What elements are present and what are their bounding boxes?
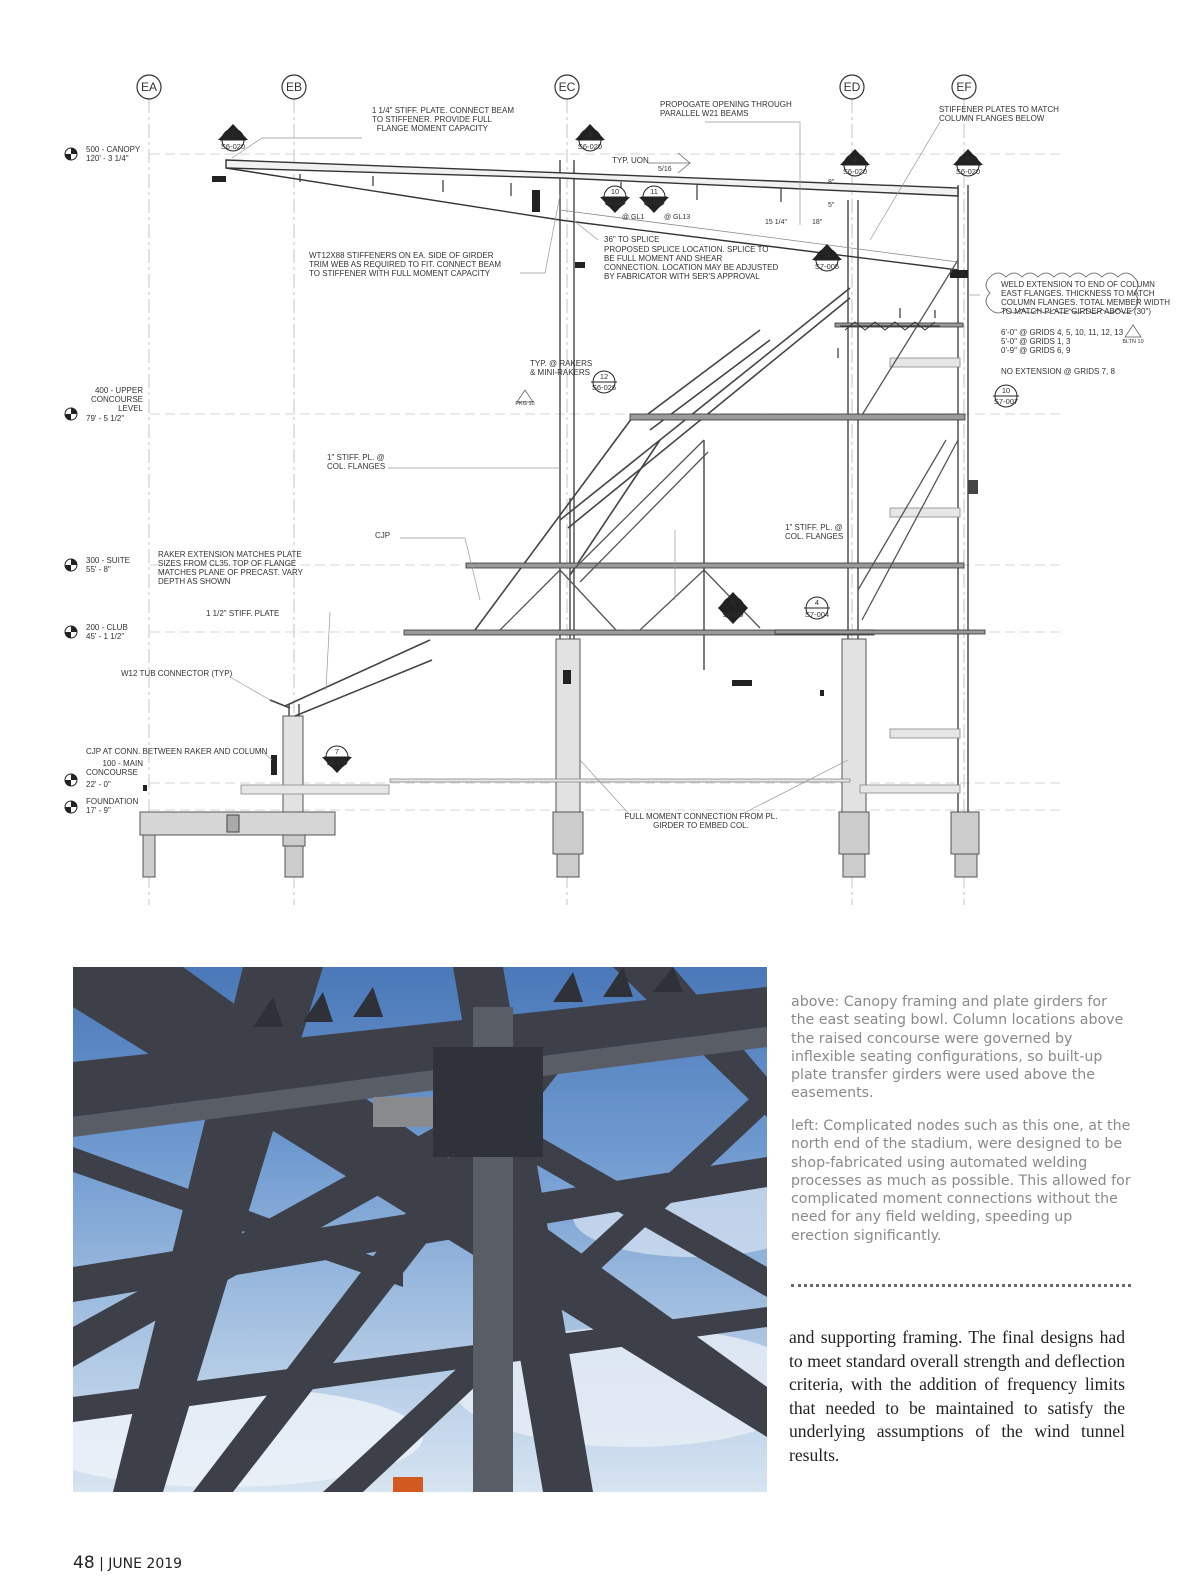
svg-text:4: 4	[852, 155, 858, 164]
level-elevation: 45' - 1 1/2"	[86, 632, 125, 641]
note-weld-extension: EAST FLANGES. THICKNESS TO MATCH	[1001, 289, 1155, 298]
svg-text:S7-007: S7-007	[993, 397, 1019, 406]
steel-node-photo	[73, 967, 767, 1492]
note-wt-stiffeners: TRIM WEB AS REQUIRED TO FIT. CONNECT BEAM	[309, 260, 502, 269]
svg-text:S6-020: S6-020	[604, 200, 626, 207]
revision-label: BLTN 10	[1122, 339, 1144, 345]
svg-text:S6-026: S6-026	[591, 383, 617, 392]
svg-text:S6-020: S6-020	[842, 167, 868, 176]
level-target-icon	[65, 559, 77, 571]
svg-text:11: 11	[650, 187, 658, 196]
level-label: 100 - MAIN	[102, 759, 143, 768]
structure	[140, 160, 985, 877]
caption-left: left: Complicated nodes such as this one, at the north end of the stadium, were designed to be shop-fabricated using automated welding processes as much as possible. This allowed for complicated moment connections without the need for any field welding, speeding up erection significantly.	[791, 1118, 1131, 1244]
dim-label: 5"	[828, 202, 835, 209]
svg-text:S6-020: S6-020	[955, 167, 981, 176]
note-typ-rakers: TYP. @ RAKERS	[530, 359, 593, 368]
grid-bubble-ef: EF	[956, 80, 972, 94]
svg-text:3: 3	[824, 250, 830, 259]
level-elevation: 55' - 8"	[86, 565, 111, 574]
note-splice: BE FULL MOMENT AND SHEAR	[604, 254, 723, 263]
dim-label: 18"	[812, 219, 823, 226]
dim-label: 8"	[828, 179, 835, 186]
detail-callout-marker	[840, 149, 870, 176]
level-elevation: 22' - 0"	[86, 780, 111, 789]
grid-bubble-eb: EB	[285, 80, 303, 94]
level-elevation: 79' - 5 1/2"	[86, 414, 125, 423]
page-number: 48	[73, 1553, 95, 1573]
note-grids: 6'-0" @ GRIDS 4, 5, 10, 11, 12, 13	[1001, 328, 1124, 337]
body-text: and supporting framing. The final designs had to meet standard overall strength and deflection criteria, with the addition of frequency limits that needed to be maintained to satisfy the underlying assumptions of the wind tunnel results.	[789, 1327, 1125, 1465]
detail-callout-marker	[322, 746, 352, 773]
note-full-moment: FULL MOMENT CONNECTION FROM PL.	[624, 812, 778, 821]
note-wt-stiffeners: TO STIFFENER WITH FULL MOMENT CAPACITY	[309, 269, 491, 278]
level-label: 400 - UPPER	[94, 386, 143, 395]
note-raker-extension: DEPTH AS SHOWN	[158, 577, 231, 586]
note-stiff-plate-1-5: 1 1/2" STIFF. PLATE	[206, 609, 280, 618]
note-splice: BY FABRICATOR WITH SER'S APPROVAL	[604, 272, 760, 281]
note-stiff-plate: 1 1/4" STIFF. PLATE. CONNECT BEAM	[371, 106, 514, 115]
dotted-divider	[791, 1284, 1131, 1287]
level-label: 500 - CANOPY	[86, 145, 141, 154]
note-stiffener-plates: STIFFENER PLATES TO MATCH	[939, 105, 1059, 114]
level-target-icon	[65, 626, 77, 638]
note-stiff-pl-col: COL. FLANGES	[785, 532, 844, 541]
svg-text:S6-020: S6-020	[643, 200, 665, 207]
note-splice: 36" TO SPLICE	[604, 235, 660, 244]
note-cjp: CJP	[375, 531, 391, 540]
note-grids: 0'-9" @ GRIDS 6, 9	[1001, 346, 1071, 355]
svg-text:S6-020: S6-020	[220, 142, 246, 151]
level-label: CONCOURSE	[90, 395, 143, 404]
revision-label: PKG 10	[515, 401, 535, 407]
svg-text:5: 5	[965, 155, 971, 164]
detail-callout-marker	[575, 124, 605, 151]
gl-label: @ GL13	[664, 214, 691, 221]
grid-bubbles	[137, 75, 976, 99]
note-weld-extension: TO MATCH PLATE GIRDER ABOVE (30")	[1001, 307, 1151, 316]
note-splice: PROPOSED SPLICE LOCATION. SPLICE TO	[604, 245, 769, 254]
level-elevation: 120' - 3 1/4"	[86, 154, 129, 163]
level-label: 200 - CLUB	[86, 623, 128, 632]
gl-label: @ GL1	[622, 214, 645, 221]
detail-callout-marker	[953, 149, 983, 176]
note-stiffener-plates: COLUMN FLANGES BELOW	[939, 114, 1045, 123]
svg-text:2: 2	[230, 130, 236, 139]
note-typ-rakers: & MINI-RAKERS	[530, 368, 591, 377]
note-raker-extension: RAKER EXTENSION MATCHES PLATE	[158, 550, 302, 559]
note-opening: PARALLEL W21 BEAMS	[660, 109, 749, 118]
svg-text:3: 3	[587, 130, 593, 139]
note-stiff-pl-col: COL. FLANGES	[327, 462, 386, 471]
note-weld-extension: WELD EXTENSION TO END OF COLUMN	[1001, 280, 1155, 289]
issue-date: JUNE 2019	[108, 1556, 183, 1572]
level-label: 300 - SUITE	[86, 556, 131, 565]
svg-text:10: 10	[1001, 386, 1011, 395]
dim-label: 15 1/4"	[765, 219, 787, 226]
svg-text:S7-004: S7-004	[804, 610, 830, 619]
note-wt-stiffeners: WT12X88 STIFFENERS ON EA. SIDE OF GIRDER	[309, 251, 494, 260]
level-label: LEVEL	[118, 404, 143, 413]
level-elevation: 17' - 9"	[86, 806, 111, 815]
svg-text:S7-005: S7-005	[814, 262, 840, 271]
grid-bubble-ec: EC	[558, 80, 576, 94]
detail-callout-marker	[993, 385, 1019, 407]
detail-callout-marker	[591, 371, 617, 393]
detail-callout-marker	[812, 244, 842, 271]
note-raker-extension: MATCHES PLANE OF PRECAST. VARY	[158, 568, 303, 577]
level-target-icon	[65, 148, 77, 160]
note-cjp-raker: CJP AT CONN. BETWEEN RAKER AND COLUMN	[86, 747, 268, 756]
svg-text:4: 4	[814, 598, 820, 607]
svg-text:S6-020: S6-020	[577, 142, 603, 151]
svg-text:S6-020: S6-020	[326, 760, 348, 767]
detail-callouts	[218, 124, 1019, 773]
grid-bubble-ed: ED	[843, 80, 861, 94]
note-full-moment: GIRDER TO EMBED COL.	[653, 821, 749, 830]
detail-callout-marker	[639, 186, 669, 213]
svg-text:7: 7	[334, 747, 340, 756]
note-weld-extension: COLUMN FLANGES. TOTAL MEMBER WIDTH	[1001, 298, 1171, 307]
level-markers	[65, 148, 77, 813]
note-typ-uon: TYP. UON	[612, 156, 649, 165]
detail-callout-marker	[218, 124, 248, 151]
note-raker-extension: SIZES FROM CL35. TOP OF FLANGE	[158, 559, 297, 568]
note-grids: 5'-0" @ GRIDS 1, 3	[1001, 337, 1071, 346]
svg-text:10: 10	[610, 187, 620, 196]
note-tub-connector: W12 TUB CONNECTOR (TYP)	[121, 669, 233, 678]
level-label: FOUNDATION	[86, 797, 139, 806]
revision-triangle-icon	[1125, 325, 1141, 337]
level-label: CONCOURSE	[86, 768, 139, 777]
note-stiff-plate: TO STIFFENER. PROVIDE FULL	[372, 115, 492, 124]
note-splice: CONNECTION. LOCATION MAY BE ADJUSTED	[604, 263, 779, 272]
note-no-extension: NO EXTENSION @ GRIDS 7, 8	[1001, 367, 1115, 376]
note-opening: PROPOGATE OPENING THROUGH	[660, 100, 792, 109]
svg-text:S6-020: S6-020	[722, 612, 744, 619]
page-footer	[73, 1553, 182, 1573]
weld-size: 5/16	[658, 166, 672, 173]
footer-separator: |	[99, 1556, 104, 1572]
caption-above: above: Canopy framing and plate girders for the east seating bowl. Column locations above the raised concourse were governed by inflexible seating configurations, so built-up plate transfer girders were used above the easements.	[791, 994, 1124, 1102]
detail-callout-marker	[804, 597, 830, 619]
level-target-icon	[65, 801, 77, 813]
level-target-icon	[65, 408, 77, 420]
detail-callout-marker	[718, 592, 748, 624]
steel-framing-illustration	[73, 967, 767, 1492]
level-target-icon	[65, 774, 77, 786]
svg-text:12: 12	[599, 372, 609, 381]
note-stiff-pl-col: 1" STIFF. PL. @	[327, 453, 385, 462]
note-stiff-pl-col: 1" STIFF. PL. @	[785, 523, 843, 532]
grid-bubble-ea: EA	[140, 80, 158, 94]
detail-callout-marker	[600, 186, 630, 213]
note-stiff-plate: FLANGE MOMENT CAPACITY	[376, 124, 488, 133]
svg-text:6: 6	[730, 598, 736, 607]
